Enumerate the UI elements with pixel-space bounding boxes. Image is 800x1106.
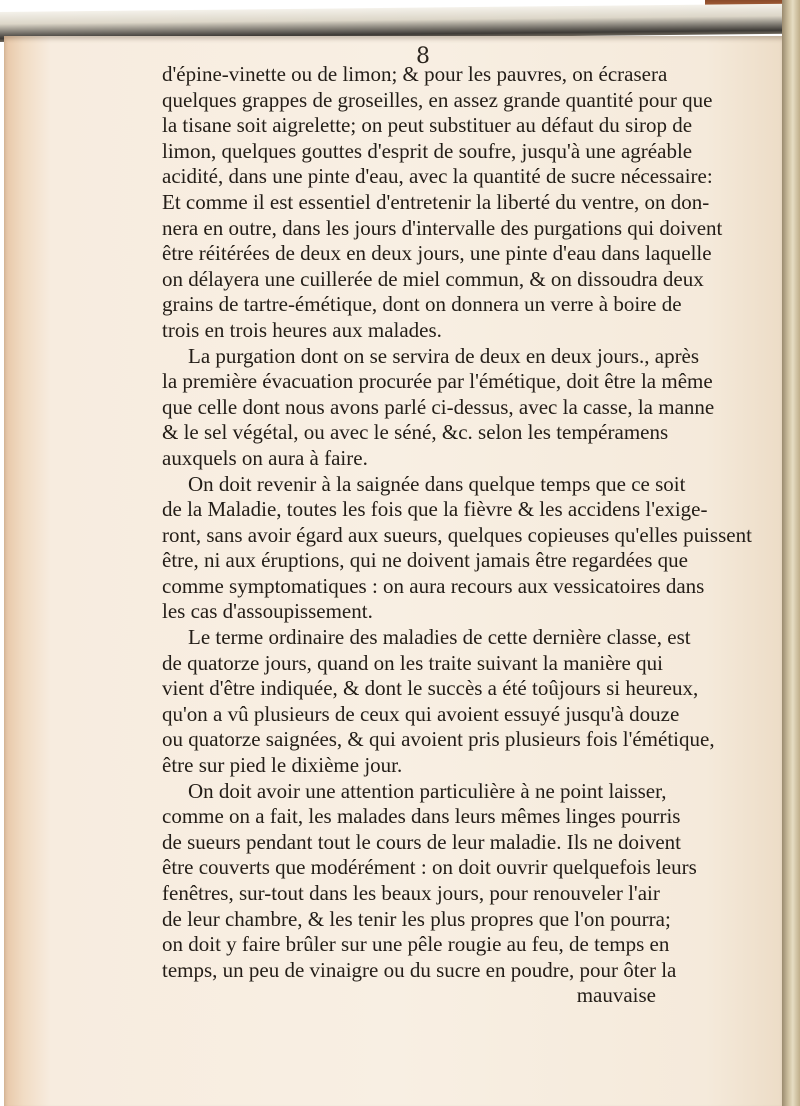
text-line: quelques grappes de groseilles, en assez grande quantité pour que [162,87,713,112]
text-line: temps, un peu de vinaigre ou du sucre en poudre, pour ôter la [162,957,677,982]
text-line: de sueurs pendant tout le cours de leur maladie. Ils ne doivent [162,829,682,854]
text-line: ront, sans avoir égard aux sueurs, quelques copieuses qu'elles puissent [162,522,752,547]
text-line: ou quatorze saignées, & qui avoient pris plusieurs fois l'émétique, [162,727,715,752]
text-line: On doit revenir à la saignée dans quelque temps que ce soit [188,471,686,496]
text-line: on délayera une cuillerée de miel commun, & on dissoudra deux [162,266,704,291]
text-line: acidité, dans une pinte d'eau, avec la quantité de sucre nécessaire: [162,164,713,189]
text-line: de leur chambre, & les tenir les plus propres que l'on pourra; [162,906,671,931]
text-line: comme symptomatiques : on aura recours aux vessicatoires dans [162,573,705,598]
text-line: être, ni aux éruptions, qui ne doivent jamais être regardées que [162,548,688,573]
text-line: nera en outre, dans les jours d'intervalle des purgations qui doivent [162,215,723,240]
text-line: Et comme il est essentiel d'entretenir la liberté du ventre, on don- [162,189,710,214]
text-line: qu'on a vû plusieurs de ceux qui avoient essuyé jusqu'à douze [162,701,680,726]
text-line: la tisane soit aigrelette; on peut substituer au défaut du sirop de [162,113,693,138]
text-line: limon, quelques gouttes d'esprit de soufre, jusqu'à une agréable [162,138,693,163]
text-line: que celle dont nous avons parlé ci-dessus, avec la casse, la manne [162,394,715,419]
text-line: On doit avoir une attention particulière à ne point laisser, [188,778,667,803]
text-line: fenêtres, sur-tout dans les beaux jours, pour renouveler l'air [162,881,660,905]
page-text [162,62,752,1009]
text-line: être couverts que modérément : on doit ouvrir quelquefois leurs [162,855,697,880]
text-line: Le terme ordinaire des maladies de cette dernière classe, est [188,625,691,650]
text-line: de quatorze jours, quand on les traite suivant la manière qui [162,650,663,675]
text-line: vient d'être indiquée, & dont le succès a été toûjours si heureux, [162,676,699,701]
text-line: La purgation dont on se servira de deux en deux jours., après [188,343,700,368]
text-line: être réitérées de deux en deux jours, une pinte d'eau dans laquelle [162,241,712,266]
page-number: 8 [416,44,430,69]
text-line: & le sel végétal, ou avec le séné, &c. selon les tempéramens [162,420,669,445]
text-line: de la Maladie, toutes les fois que la fièvre & les accidens l'exige- [162,497,708,522]
text-line: être sur pied le dixième jour. [162,753,403,778]
catchword: mauvaise [576,983,656,1008]
text-line: on doit y faire brûler sur une pêle rougie au feu, de temps en [162,932,670,957]
text-line: les cas d'assoupissement. [162,599,373,624]
text-line: trois en trois heures aux malades. [162,317,442,342]
text-line: comme on a fait, les malades dans leurs mêmes linges pourris [162,804,681,829]
text-line: auxquels on aura à faire. [162,445,368,470]
book-cover-edge [782,0,800,1106]
text-line: la première évacuation procurée par l'émétique, doit être la même [162,369,713,394]
text-line: d'épine-vinette ou de limon; & pour les pauvres, on écrasera [162,62,668,86]
text-line: grains de tartre-émétique, dont on donnera un verre à boire de [162,292,682,317]
